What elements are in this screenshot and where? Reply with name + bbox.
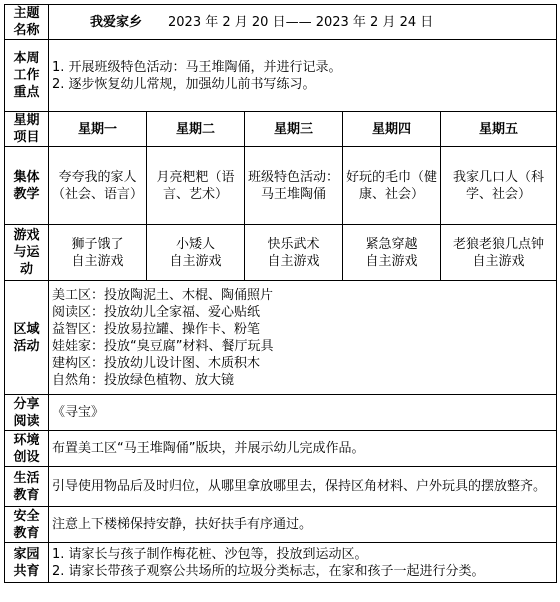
focus-label: 本周工作重点 bbox=[5, 40, 49, 112]
game-type: 自主游戏 bbox=[169, 253, 222, 269]
group-teaching-monday: 夸夸我的家人（社会、语言） bbox=[49, 147, 147, 225]
weekday-thursday: 星期四 bbox=[343, 112, 441, 147]
life-value: 引导使用物品后及时归位，从哪里拿放哪里去，保持区角材料、户外玩具的摆放整齐。 bbox=[49, 467, 557, 507]
game-name: 小矮人 bbox=[175, 236, 215, 252]
game-name: 快乐武术 bbox=[267, 236, 320, 252]
weekday-friday: 星期五 bbox=[441, 112, 557, 147]
weekday-header-row bbox=[5, 112, 557, 147]
games-row bbox=[5, 225, 557, 281]
group-teaching-tuesday: 月亮粑粑（语言、艺术） bbox=[147, 147, 245, 225]
life-row bbox=[5, 467, 557, 507]
area-row bbox=[5, 281, 557, 395]
group-teaching-friday: 我家几口人（科学、社会） bbox=[441, 147, 557, 225]
area-item: 美工区：投放陶泥土、木棍、陶俑照片 bbox=[52, 287, 274, 303]
reading-label: 分享阅读 bbox=[5, 395, 49, 431]
reading-row bbox=[5, 395, 557, 431]
games-tuesday bbox=[147, 225, 245, 281]
area-item: 娃娃家：投放“臭豆腐”材料、餐厅玩具 bbox=[52, 338, 274, 354]
area-item: 益智区：投放易拉罐、操作卡、粉笔 bbox=[52, 321, 261, 337]
reading-value: 《寻宝》 bbox=[49, 395, 557, 431]
group-teaching-thursday: 好玩的毛巾（健康、社会） bbox=[343, 147, 441, 225]
game-type: 自主游戏 bbox=[267, 253, 320, 269]
focus-item: 2. 逐步恢复幼儿常规，加强幼儿前书写练习。 bbox=[52, 76, 316, 92]
games-label: 游戏与运动 bbox=[5, 225, 49, 281]
home-label: 家园共育 bbox=[5, 543, 49, 583]
games-wednesday bbox=[245, 225, 343, 281]
weekday-header-label: 星期项目 bbox=[5, 112, 49, 147]
game-name: 紧急穿越 bbox=[365, 236, 418, 252]
home-row bbox=[5, 543, 557, 583]
games-thursday bbox=[343, 225, 441, 281]
environment-row bbox=[5, 431, 557, 467]
home-item: 1. 请家长与孩子制作梅花桩、沙包等，投放到运动区。 bbox=[52, 546, 368, 562]
game-name: 老狼老狼几点钟 bbox=[453, 236, 545, 252]
weekday-monday: 星期一 bbox=[49, 112, 147, 147]
focus-row bbox=[5, 40, 557, 112]
environment-value: 布置美工区“马王堆陶俑”版块，并展示幼儿完成作品。 bbox=[49, 431, 557, 467]
game-type: 自主游戏 bbox=[472, 253, 525, 269]
games-monday bbox=[49, 225, 147, 281]
home-content bbox=[49, 543, 557, 583]
home-item: 2. 请家长带孩子观察公共场所的垃圾分类标志，在家和孩子一起进行分类。 bbox=[52, 563, 485, 579]
safety-row bbox=[5, 507, 557, 543]
life-label: 生活教育 bbox=[5, 467, 49, 507]
group-teaching-wednesday: 班级特色活动：马王堆陶俑 bbox=[245, 147, 343, 225]
group-teaching-row bbox=[5, 147, 557, 225]
area-item: 自然角：投放绿色植物、放大镜 bbox=[52, 372, 235, 388]
theme-row bbox=[5, 5, 557, 40]
theme-label: 主题名称 bbox=[5, 5, 49, 40]
environment-label: 环境创设 bbox=[5, 431, 49, 467]
theme-date-range: 2023 年 2 月 20 日—— 2023 年 2 月 24 日 bbox=[168, 14, 434, 30]
weekday-wednesday: 星期三 bbox=[245, 112, 343, 147]
games-friday bbox=[441, 225, 557, 281]
area-content bbox=[49, 281, 557, 395]
group-teaching-label: 集体教学 bbox=[5, 147, 49, 225]
focus-item: 1. 开展班级特色活动：马王堆陶俑，并进行记录。 bbox=[52, 59, 342, 75]
theme-name: 我爱家乡 bbox=[90, 14, 143, 30]
game-name: 狮子饿了 bbox=[71, 236, 124, 252]
safety-value: 注意上下楼梯保持安静，扶好扶手有序通过。 bbox=[49, 507, 557, 543]
focus-content bbox=[49, 40, 557, 112]
safety-label: 安全教育 bbox=[5, 507, 49, 543]
area-item: 建构区：投放幼儿设计图、木质积木 bbox=[52, 355, 261, 371]
theme-value bbox=[49, 5, 557, 40]
weekly-plan-table bbox=[4, 4, 557, 583]
area-item: 阅读区：投放幼儿全家福、爱心贴纸 bbox=[52, 304, 261, 320]
area-label: 区域活动 bbox=[5, 281, 49, 395]
game-type: 自主游戏 bbox=[365, 253, 418, 269]
weekday-tuesday: 星期二 bbox=[147, 112, 245, 147]
game-type: 自主游戏 bbox=[71, 253, 124, 269]
